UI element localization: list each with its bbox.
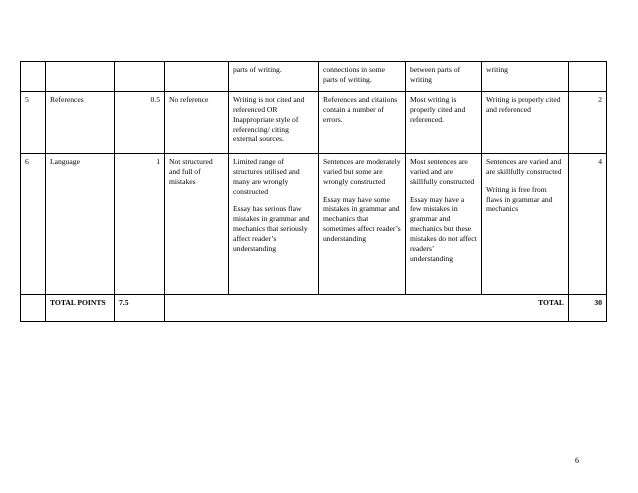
empty-cell — [21, 295, 46, 322]
total-value: 30 — [569, 295, 607, 322]
level-2-structure-text: Sentences are moderately varied but some are wrongly constructed — [323, 157, 401, 186]
weight-cell: 1 — [115, 154, 165, 295]
level-3-cell — [406, 154, 482, 295]
total-label: TOTAL — [165, 295, 569, 322]
max-score-cell: 2 — [569, 92, 607, 154]
criterion-cell: References — [46, 92, 115, 154]
rubric-table — [20, 61, 607, 322]
weight-cell: 0.5 — [115, 92, 165, 154]
level-1-grammar-text: Essay has serious flaw mistakes in grammar and mechanics that seriously affect reader’s understanding — [233, 204, 310, 253]
weight-cell — [115, 62, 165, 92]
table-row — [21, 62, 607, 92]
level-3-grammar-text: Essay may have a few mistakes in grammar and mechanics but these mistakes do not affect readers’ understanding — [410, 194, 477, 263]
level-1-cell: parts of writing. — [229, 62, 319, 92]
row-number — [21, 62, 46, 92]
level-1-structure-text: Limited range of structures utilised and many are wrongly constructed — [233, 157, 300, 196]
totals-row — [21, 295, 607, 322]
weight-total: 7.5 — [115, 295, 165, 322]
level-2-cell: References and citations contain a number of errors. — [319, 92, 406, 154]
max-score-cell: 4 — [569, 154, 607, 295]
level-4-cell: Writing is properly cited and referenced — [482, 92, 569, 154]
level-4-grammar-text: Writing is free from flaws in grammar and mechanics — [486, 184, 553, 214]
level-2-cell: connections in some parts of writing. — [319, 62, 406, 92]
level-4-structure-text: Sentences are varied and are skillfully constructed — [486, 157, 562, 176]
row-number: 5 — [21, 92, 46, 154]
level-4-cell: writing — [482, 62, 569, 92]
criterion-cell: Language — [46, 154, 115, 295]
table-row — [21, 92, 607, 154]
max-score-cell — [569, 62, 607, 92]
level-2-cell — [319, 154, 406, 295]
level-3-cell: Most writing is properly cited and referenced. — [406, 92, 482, 154]
criterion-cell — [46, 62, 115, 92]
level-3-cell: between parts of writing — [406, 62, 482, 92]
level-1-cell — [229, 154, 319, 295]
page-number: 6 — [575, 456, 579, 465]
level-0-cell: Not structured and full of mistakes — [165, 154, 229, 295]
level-3-structure-text: Most sentences are varied and are skillfully constructed — [410, 157, 475, 186]
level-2-grammar-text: Essay may have some mistakes in grammar and mechanics that sometimes affect reader’s understanding — [323, 194, 401, 244]
total-points-label: TOTAL POINTS — [46, 295, 115, 322]
table-row — [21, 154, 607, 295]
level-0-cell: No reference — [165, 92, 229, 154]
level-4-cell — [482, 154, 569, 295]
level-0-cell — [165, 62, 229, 92]
level-1-cell: Writing is not cited and referenced OR Inappropriate style of referencing/ citing external sources. — [229, 92, 319, 154]
row-number: 6 — [21, 154, 46, 295]
